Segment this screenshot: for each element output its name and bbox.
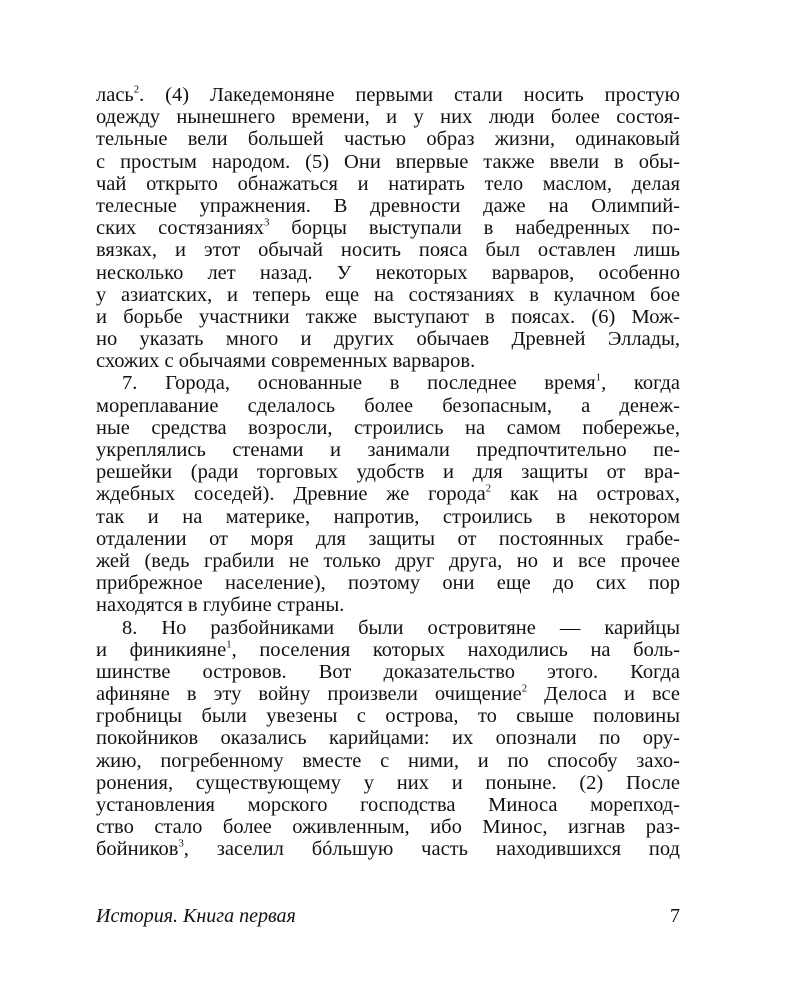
text-fragment: 7. Города, основанные в последнее время	[122, 372, 596, 395]
footnote-marker: 1	[595, 373, 602, 385]
text-fragment: афиняне в эту войну произвели очищение	[96, 683, 522, 706]
text-fragment: чай открыто обнажаться и натирать тело маслом, делая	[96, 172, 680, 195]
text-fragment: отдалении от моря для защиты от постоянных грабе-	[96, 527, 680, 550]
text-fragment: жию, погребенному вместе с ними, и по способу захо-	[96, 749, 680, 772]
text-line	[96, 838, 680, 860]
text-line	[96, 195, 680, 217]
text-fragment: гробницы были увезены с острова, то свыше половины	[96, 705, 680, 728]
footnote-marker: 2	[485, 484, 492, 496]
text-fragment: 8. Но разбойниками были островитяне — карийцы	[122, 616, 680, 639]
text-fragment: находятся в глубине страны.	[96, 594, 345, 617]
text-fragment: , поселения которых находились на боль-	[231, 638, 680, 661]
text-fragment: мореплавание сделалось более безопасным, а денеж-	[96, 394, 680, 417]
footnote-marker: 1	[226, 639, 232, 651]
text-line	[96, 128, 680, 150]
page-number: 7	[670, 905, 680, 927]
page-footer	[96, 902, 680, 930]
text-line	[96, 683, 680, 705]
text-line	[96, 705, 680, 727]
text-line	[96, 572, 680, 594]
text-fragment: прибрежное население), поэтому они еще до сих пор	[96, 572, 680, 595]
text-fragment: так и на материке, напротив, строились в некотором	[96, 505, 680, 528]
text-line	[96, 262, 680, 284]
text-line	[96, 84, 680, 106]
text-line	[96, 284, 680, 306]
text-line	[96, 106, 680, 128]
text-line	[96, 528, 680, 550]
text-line	[96, 750, 680, 772]
text-fragment: как на островах,	[491, 483, 680, 506]
footnote-marker: 3	[178, 839, 184, 851]
text-fragment: но указать много и других обычаев Древней Эллады,	[96, 328, 680, 351]
text-fragment: ронения, существующему у них и поныне. (2) После	[96, 771, 680, 794]
text-line	[96, 439, 680, 461]
text-fragment: установления морского господства Миноса морепход-	[96, 794, 680, 816]
text-line	[96, 395, 680, 417]
text-fragment: , заселил бóльшую часть находившихся под	[183, 838, 680, 861]
text-line	[96, 151, 680, 173]
footnote-marker: 3	[264, 217, 270, 229]
text-fragment: шинстве островов. Вот доказательство этого. Когда	[96, 660, 680, 683]
text-fragment: одежду нынешнего времени, и у них люди более состоя-	[96, 106, 680, 129]
text-fragment: тельные вели большей частью образ жизни, одинаковый	[96, 128, 680, 151]
text-fragment: Делоса и все	[527, 683, 680, 706]
text-line	[96, 594, 680, 616]
text-fragment: с простым народом. (5) Они впервые также ввели в обы-	[96, 150, 680, 173]
text-fragment: укреплялись стенами и занимали предпочтительно пе-	[96, 439, 680, 461]
text-line	[96, 816, 680, 838]
text-line	[96, 417, 680, 439]
footnote-marker: 2	[521, 683, 528, 695]
text-line	[96, 617, 680, 639]
text-fragment: телесные упражнения. В древности даже на Олимпий-	[96, 194, 680, 217]
text-line	[96, 350, 680, 372]
text-fragment: ство стало более оживленным, ибо Минос, изгнав раз-	[96, 816, 680, 839]
text-fragment: несколько лет назад. У некоторых варваров, особенно	[96, 261, 680, 284]
text-line	[96, 483, 680, 505]
running-head: История. Книга первая	[96, 905, 296, 927]
text-fragment: ских состязаниях	[96, 217, 265, 240]
text-line	[96, 550, 680, 572]
text-fragment: бойников	[96, 838, 179, 861]
text-line	[96, 661, 680, 683]
text-line	[96, 772, 680, 794]
text-fragment: борцы выступали в набедренных по-	[269, 217, 680, 240]
text-fragment: решейки (ради торговых удобств и для защиты от вра-	[96, 461, 680, 484]
text-fragment: вязках, и этот обычай носить пояса был оставлен лишь	[96, 239, 680, 262]
text-line	[96, 217, 680, 239]
text-fragment: жей (ведь грабили не только друг друга, но и все прочее	[96, 549, 680, 572]
text-fragment: ные средства возросли, строились на самом побережье,	[96, 416, 680, 439]
text-fragment: и финикияне	[96, 638, 227, 661]
text-fragment: ждебных соседей). Древние же города	[96, 483, 486, 506]
footnote-marker: 2	[133, 84, 140, 96]
text-fragment: , когда	[601, 372, 680, 395]
text-line	[96, 372, 680, 394]
page-body	[96, 84, 680, 861]
text-line	[96, 639, 680, 661]
text-line	[96, 794, 680, 816]
text-fragment: схожих с обычаями современных варваров.	[96, 350, 476, 373]
text-fragment: лась	[96, 84, 134, 106]
text-line	[96, 239, 680, 261]
text-fragment: покойников оказались карийцами: их опознали по ору-	[96, 727, 680, 750]
text-line	[96, 461, 680, 483]
text-fragment: у азиатских, и теперь еще на состязаниях в кулачном бое	[96, 283, 680, 306]
text-line	[96, 727, 680, 749]
text-line	[96, 173, 680, 195]
text-line	[96, 328, 680, 350]
text-fragment: и борьбе участники также выступают в поясах. (6) Мож-	[96, 305, 680, 328]
text-line	[96, 506, 680, 528]
text-line	[96, 306, 680, 328]
text-fragment: . (4) Лакедемоняне первыми стали носить простую	[139, 84, 680, 106]
